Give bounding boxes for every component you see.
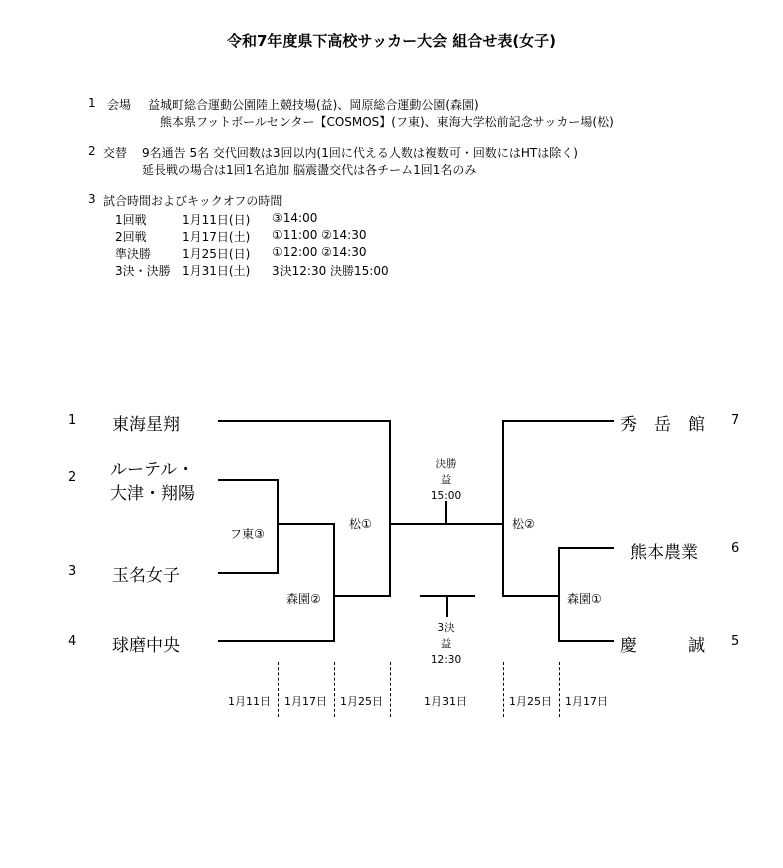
venue-line-2: 熊本県フットボールセンター【COSMOS】(フ東)、東海大学松前記念サッカー場(松): [160, 115, 614, 129]
team-name-line-1: ルーテル・: [110, 460, 195, 480]
third-place-info: [418, 620, 474, 668]
bracket-line: [502, 595, 560, 597]
schedule-times: 3決12:30 決勝15:00: [272, 264, 389, 278]
team-name: 慶 誠: [620, 636, 705, 656]
team-name: 東海星翔: [112, 415, 180, 435]
substitution-line-1: 9名通告 5名 交代回数は3回以内(1回に代える人数は複数可・回数にはHTは除く): [142, 146, 578, 160]
schedule-round: 3決・決勝: [115, 264, 171, 278]
match-time-label: 試合時間およびキックオフの時間: [103, 194, 283, 208]
match-time-number: 3: [88, 192, 96, 206]
schedule-date: 1月31日(土): [182, 264, 251, 278]
team-number: 5: [731, 634, 740, 649]
final-line: [445, 501, 447, 524]
third-place-time: 12:30: [430, 654, 462, 666]
page-title: 令和7年度県下高校サッカー大会 組合せ表(女子): [226, 32, 557, 50]
substitution-number: 2: [88, 144, 96, 158]
third-place-line: [446, 595, 448, 617]
bracket-line: [218, 479, 278, 481]
round-date: 1月25日: [340, 695, 383, 708]
venue-label: 会場: [107, 98, 132, 112]
date-divider: [390, 662, 391, 717]
date-divider: [278, 662, 279, 717]
bracket-line: [502, 420, 504, 597]
date-divider: [559, 662, 560, 717]
team-number: 4: [68, 634, 77, 649]
date-divider: [503, 662, 504, 717]
final-venue: 益: [440, 474, 452, 486]
team-name: 玉名女子: [112, 566, 180, 586]
schedule-times: ③14:00: [272, 211, 318, 225]
schedule-date: 1月25日(日): [182, 247, 251, 261]
third-place-label: 3決: [437, 622, 455, 634]
schedule-round: 2回戦: [115, 230, 147, 244]
substitution-label: 交替: [103, 146, 128, 160]
round-date: 1月11日: [228, 695, 271, 708]
bracket-line: [558, 547, 560, 642]
final-info: [418, 456, 474, 504]
bracket-line: [333, 523, 335, 642]
team-number: 6: [731, 541, 740, 556]
match-label: 松②: [512, 517, 535, 531]
bracket-line: [558, 547, 614, 549]
schedule-date: 1月17日(土): [182, 230, 251, 244]
team-name: 熊本農業: [630, 543, 698, 563]
bracket-line: [277, 479, 279, 574]
final-time: 15:00: [430, 490, 462, 502]
team-number: 3: [68, 564, 77, 579]
third-place-venue: 益: [440, 638, 452, 650]
match-label: 松①: [349, 517, 372, 531]
bracket-line: [218, 420, 390, 422]
round-date: 1月17日: [284, 695, 327, 708]
bracket-line: [277, 523, 334, 525]
bracket-line: [502, 420, 614, 422]
match-label: 森園①: [567, 592, 602, 606]
team-number: 7: [731, 413, 740, 428]
final-label: 決勝: [435, 458, 457, 470]
bracket-line: [218, 572, 278, 574]
schedule-times: ①11:00 ②14:30: [272, 228, 367, 242]
bracket-line: [389, 420, 391, 597]
bracket-line: [218, 640, 335, 642]
team-number: 1: [68, 413, 77, 428]
round-date: 1月31日: [424, 695, 467, 708]
bracket-line: [333, 595, 390, 597]
schedule-round: 準決勝: [115, 247, 152, 261]
round-date: 1月17日: [565, 695, 608, 708]
schedule-round: 1回戦: [115, 213, 147, 227]
match-label: フ東③: [230, 527, 265, 541]
schedule-date: 1月11日(日): [182, 213, 251, 227]
team-name: 秀 岳 館: [620, 415, 705, 435]
bracket-line: [558, 640, 614, 642]
substitution-line-2: 延長戦の場合は1回1名追加 脳震盪交代は各チーム1回1名のみ: [142, 163, 477, 177]
team-number: 2: [68, 470, 77, 485]
schedule-times: ①12:00 ②14:30: [272, 245, 367, 259]
team-name: 球磨中央: [112, 636, 180, 656]
venue-line-1: 益城町総合運動公園陸上競技場(益)、岡原総合運動公園(森園): [148, 98, 479, 112]
match-label: 森園②: [286, 592, 321, 606]
venue-number: 1: [88, 96, 96, 110]
round-date: 1月25日: [509, 695, 552, 708]
date-divider: [334, 662, 335, 717]
team-name-line-2: 大津・翔陽: [110, 484, 195, 504]
